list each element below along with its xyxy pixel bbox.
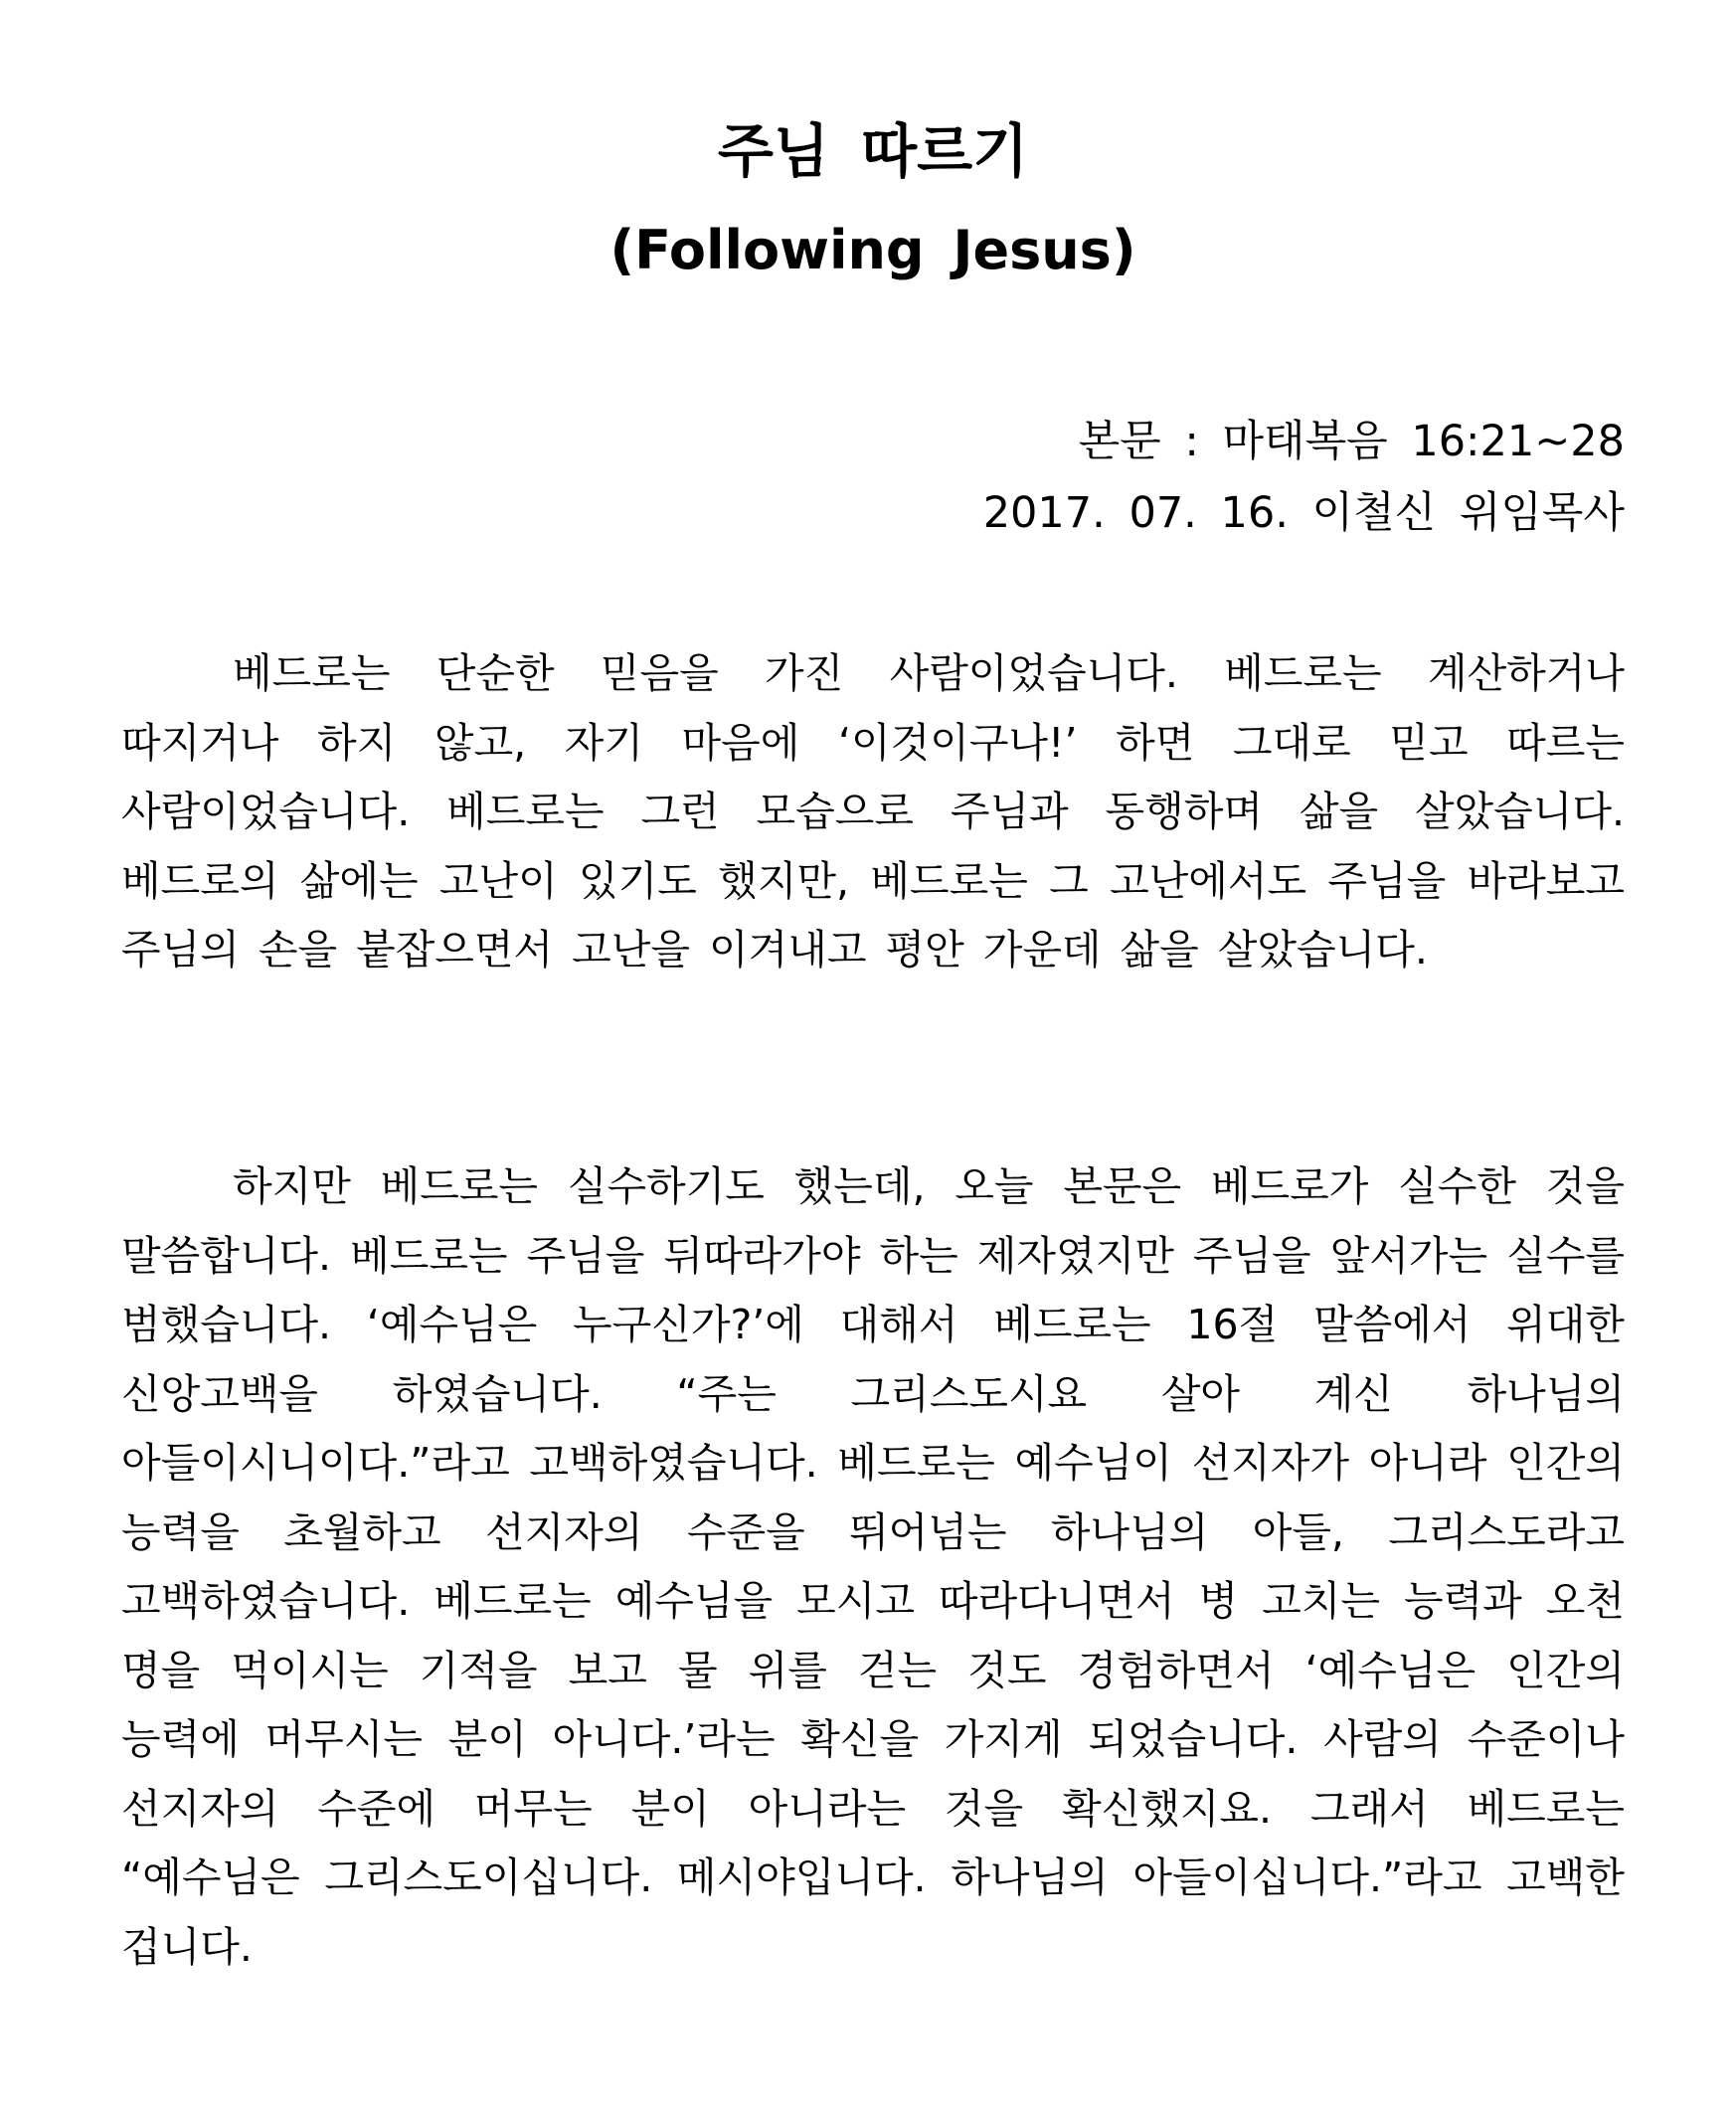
scripture-reference: 본문 : 마태복음 16:21~28: [1078, 417, 1625, 466]
sermon-subtitle: (Following Jesus): [609, 219, 1136, 281]
sermon-title: 주님 따르기: [717, 117, 1029, 185]
date-and-author: 2017. 07. 16. 이철신 위임목사: [982, 488, 1625, 538]
body-paragraph-1: 베드로는 단순한 믿음을 가진 사람이었습니다. 베드로는 계산하거나 따지거나 하지 않고, 자기 마음에 ‘이것이구나!’ 하면 그대로 믿고 따르는 사람이었습니다. 베드로는 그런 모습으로 주님과 동행하며 삶을 살았습니다. 베드로의 삶에는 고난이 있기도 했지만, 베드로는 그 고난에서도 주님을 바라보고 주님의 손을 붙잡으면서 고난을 이겨내고 평안 가운데 삶을 살았습니다.: [121, 649, 1625, 973]
body-paragraph-2: 하지만 베드로는 실수하기도 했는데, 오늘 본문은 베드로가 실수한 것을 말씀합니다. 베드로는 주님을 뒤따라가야 하는 제자였지만 주님을 앞서가는 실수를 범했습니다. ‘예수님은 누구신가?’에 대해서 베드로는 16절 말씀에서 위대한 신앙고백을 하였습니다. “주는 그리스도시요 살아 계신 하나님의 아들이시니이다.”라고 고백하였습니다. 베드로는 예수님이 선지자가 아니라 인간의 능력을 초월하고 선지자의 수준을 뛰어넘는 하나님의 아들, 그리스도라고 고백하였습니다. 베드로는 예수님을 모시고 따라다니면서 병 고치는 능력과 오천 명을 먹이시는 기적을 보고 물 위를 걷는 것도 경험하면서 ‘예수님은 인간의 능력에 머무시는 분이 아니다.’라는 확신을 가지게 되었습니다. 사람의 수준이나 선지자의 수준에 머무는 분이 아니라는 것을 확신했지요. 그래서 베드로는 “예수님은 그리스도이십니다. 메시야입니다. 하나님의 아들이십니다.”라고 고백한 겁니다.: [121, 1162, 1625, 1971]
document-page: [121, 0, 1625, 2119]
sermon-meta: [983, 406, 1625, 549]
